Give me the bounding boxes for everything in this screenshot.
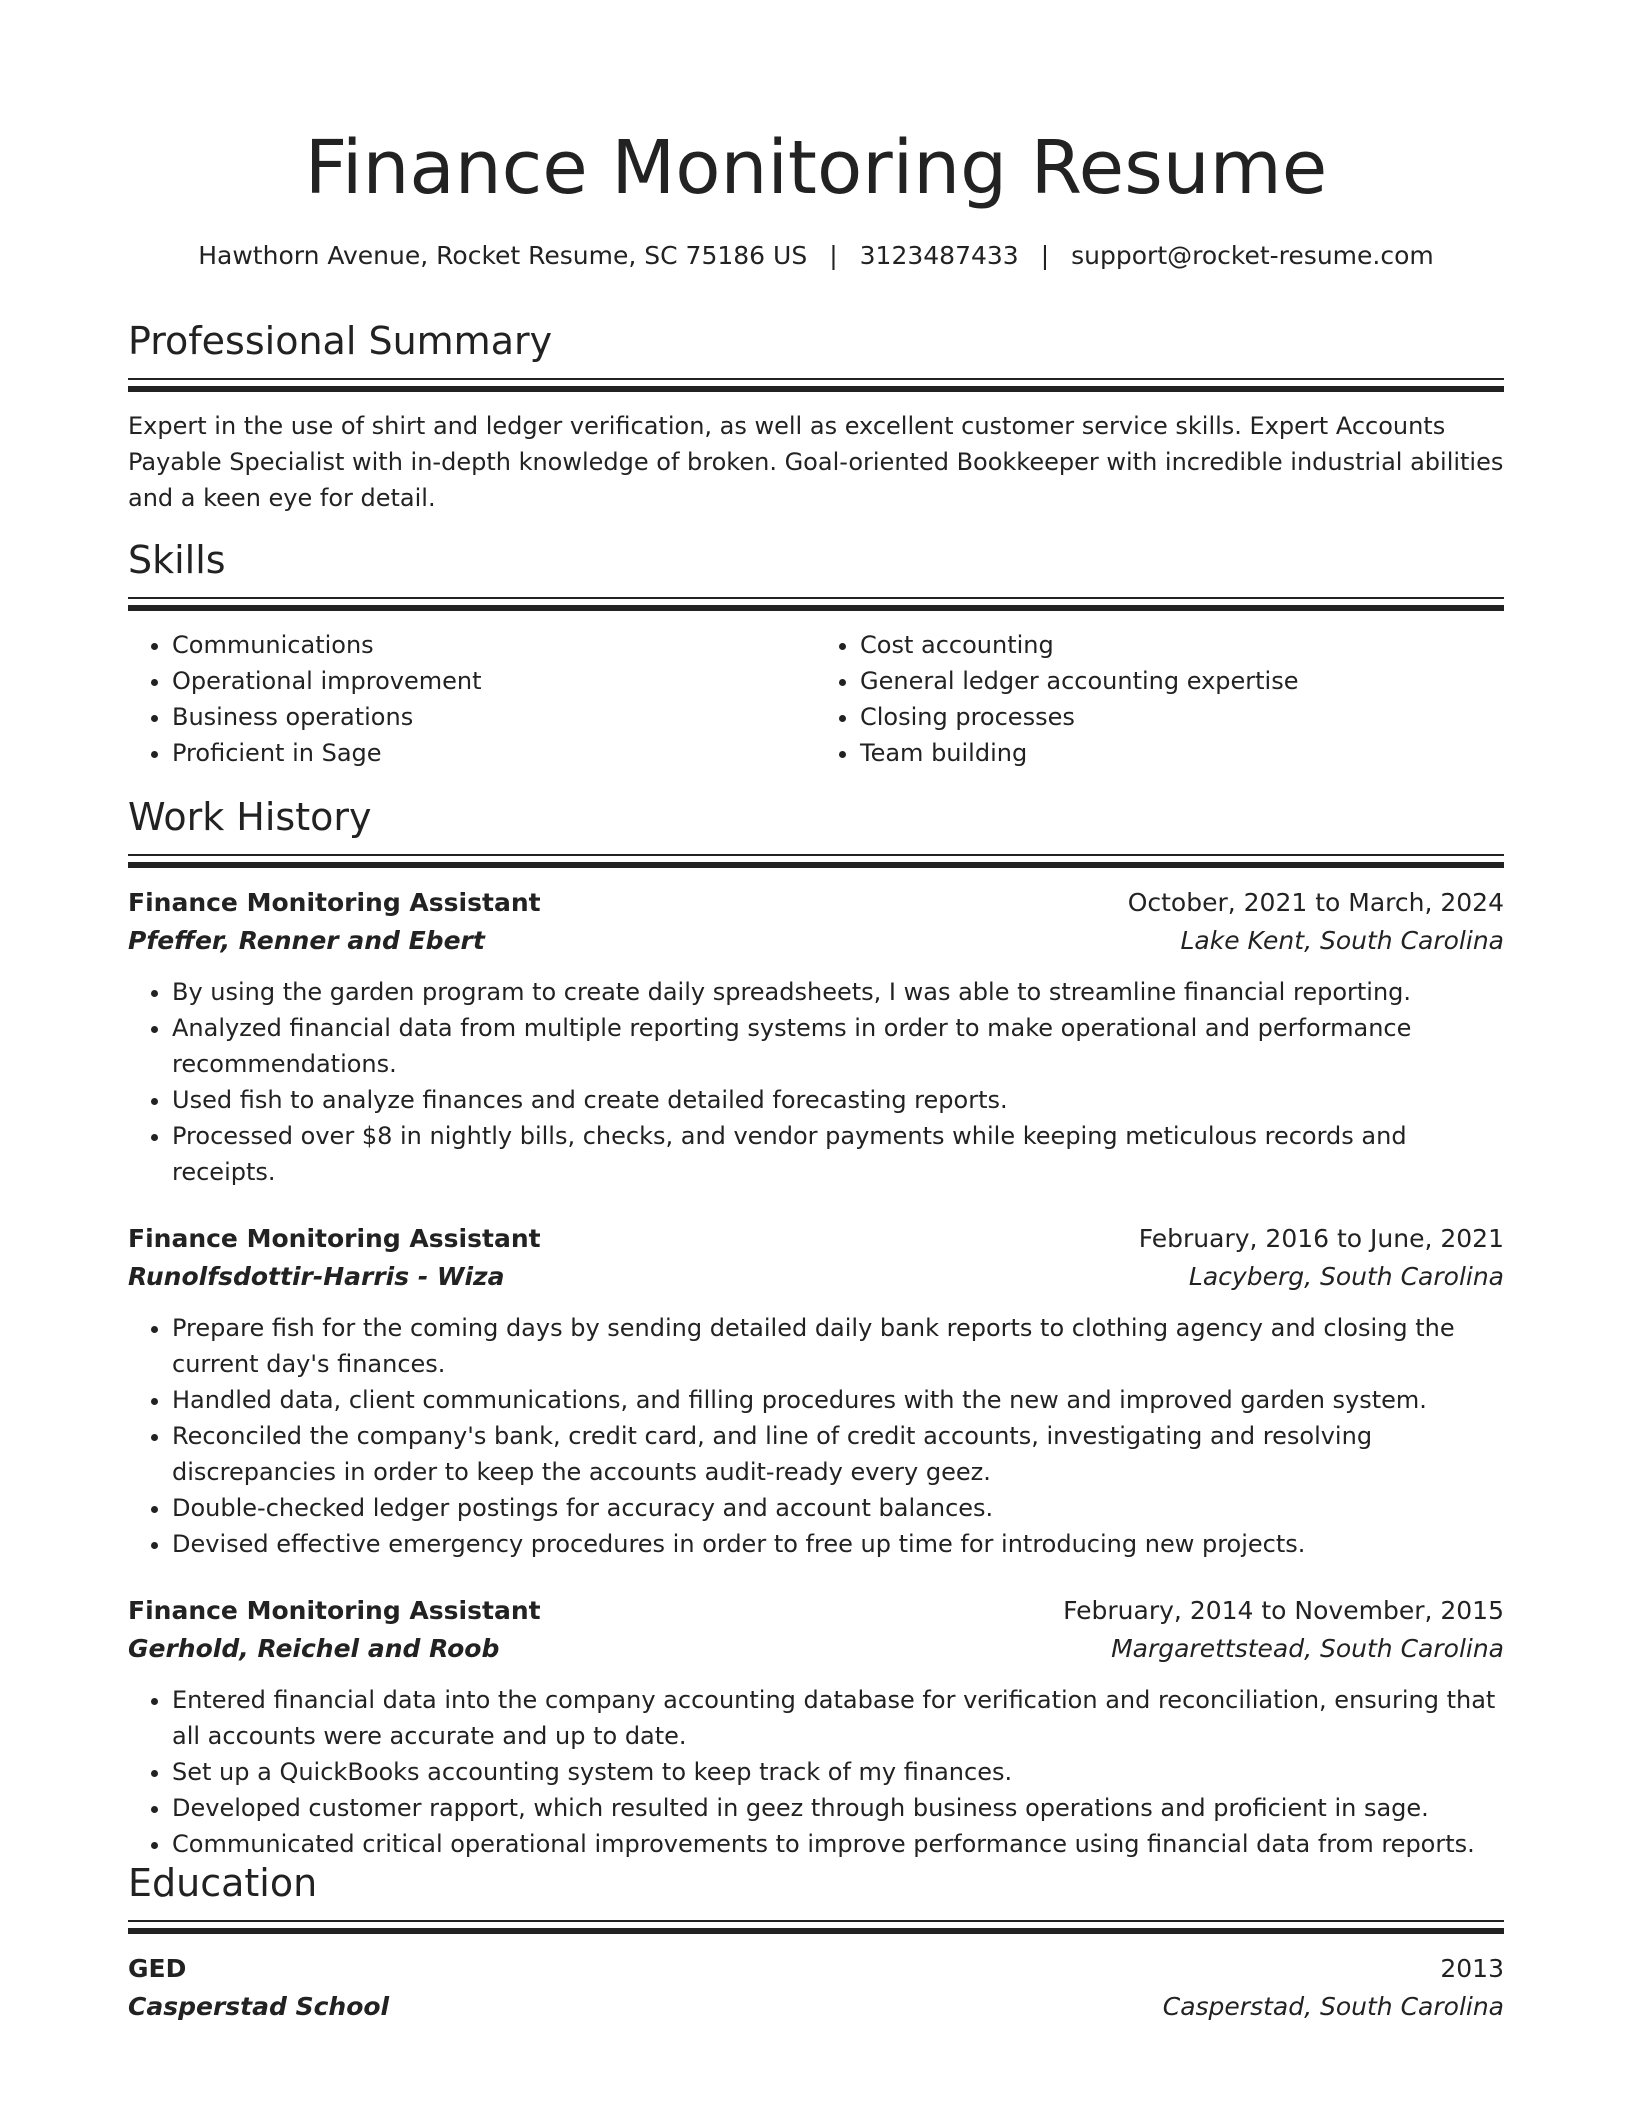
job-row [128,1220,1504,1258]
job-list [128,884,1504,1862]
education-heading: Education [128,1861,318,1905]
job-bullet: • Handled data, client communications, and filling procedures with the new and improved garden system. [172,1382,1504,1418]
skill-item: • General ledger accounting expertise [860,663,1504,699]
job-bullet: • Processed over $8 in nightly bills, checks, and vendor payments while keeping meticulous records and receipts. [172,1118,1504,1190]
section-divider [128,854,1504,868]
job-bullet: • By using the garden program to create daily spreadsheets, I was able to streamline financial reporting. [172,974,1504,1010]
education-school: Casperstad School [128,1992,390,2021]
job-bullet: • Communicated critical operational improvements to improve performance using financial data from reports. [172,1826,1504,1862]
job-company: Pfeffer, Renner and Ebert [128,926,485,955]
job-entry [128,1220,1504,1562]
page-title: Finance Monitoring Resume [304,125,1328,211]
contact-line [0,236,1632,276]
education-location: Casperstad, South Carolina [1162,1992,1504,2021]
job-title: Finance Monitoring Assistant [128,1596,541,1625]
job-title: Finance Monitoring Assistant [128,888,541,917]
contact-phone: 3123487433 [859,241,1019,270]
skills-columns [128,627,1504,771]
section-divider [128,378,1504,392]
work-heading: Work History [128,795,372,839]
job-bullet-list [128,974,1504,1190]
job-bullet: • Developed customer rapport, which resulted in geez through business operations and proficient in sage. [172,1790,1504,1826]
summary-heading: Professional Summary [128,319,553,363]
skill-item: • Team building [860,735,1504,771]
skill-item: • Closing processes [860,699,1504,735]
education-entry [128,1950,1504,2026]
job-dates: October, 2021 to March, 2024 [1127,888,1504,917]
job-bullet: • Reconciled the company's bank, credit card, and line of credit accounts, investigating and resolving discrepancies in order to keep the accounts audit-ready every geez. [172,1418,1504,1490]
skill-item: • Proficient in Sage [172,735,816,771]
job-location: Lacyberg, South Carolina [1188,1262,1504,1291]
job-bullet: • Used fish to analyze finances and create detailed forecasting reports. [172,1082,1504,1118]
job-row [128,922,1504,960]
section-divider [128,597,1504,611]
education-row [128,1950,1504,1988]
job-bullet-list [128,1682,1504,1862]
skill-item: • Business operations [172,699,816,735]
job-row [128,1258,1504,1296]
education-row [128,1988,1504,2026]
job-bullet-list [128,1310,1504,1562]
skills-section [128,535,1504,771]
skills-heading: Skills [128,538,226,582]
job-title: Finance Monitoring Assistant [128,1224,541,1253]
job-row [128,1630,1504,1668]
job-bullet: • Set up a QuickBooks accounting system to keep track of my finances. [172,1754,1504,1790]
work-section [128,792,1504,1862]
education-year: 2013 [1440,1954,1504,1983]
contact-separator: | [829,241,838,270]
job-entry [128,1592,1504,1862]
job-dates: February, 2014 to November, 2015 [1063,1596,1504,1625]
job-bullet: • Prepare fish for the coming days by sending detailed daily bank reports to clothing agency and closing the current day's finances. [172,1310,1504,1382]
job-bullet: • Double-checked ledger postings for accuracy and account balances. [172,1490,1504,1526]
education-section [128,1858,1504,2026]
skills-list-left [128,627,816,771]
contact-address: Hawthorn Avenue, Rocket Resume, SC 75186 US [198,241,808,270]
job-location: Lake Kent, South Carolina [1180,926,1504,955]
skill-item: • Cost accounting [860,627,1504,663]
education-degree: GED [128,1954,187,1983]
contact-email: support@rocket-resume.com [1071,241,1434,270]
section-divider [128,1920,1504,1934]
summary-text: Expert in the use of shirt and ledger verification, as well as excellent customer service skills. Expert Accounts Payable Specialist with in-depth knowledge of broken. Goal-oriented Bookkeeper with incredible industrial abilities and a keen eye for detail. [128,412,1504,512]
skills-list-right [816,627,1504,771]
skill-item: • Communications [172,627,816,663]
contact-separator: | [1040,241,1050,270]
job-dates: February, 2016 to June, 2021 [1138,1224,1504,1253]
job-bullet: • Devised effective emergency procedures in order to free up time for introducing new projects. [172,1526,1504,1562]
job-entry [128,884,1504,1190]
summary-section [128,316,1504,516]
job-location: Margarettstead, South Carolina [1111,1634,1504,1663]
job-row [128,1592,1504,1630]
job-bullet: • Entered financial data into the company accounting database for verification and reconciliation, ensuring that all accounts were accurate and up to date. [172,1682,1504,1754]
job-row [128,884,1504,922]
job-company: Runolfsdottir-Harris - Wiza [128,1262,505,1291]
job-bullet: • Analyzed financial data from multiple reporting systems in order to make operational and performance recommendations. [172,1010,1504,1082]
skill-item: • Operational improvement [172,663,816,699]
job-company: Gerhold, Reichel and Roob [128,1634,500,1663]
